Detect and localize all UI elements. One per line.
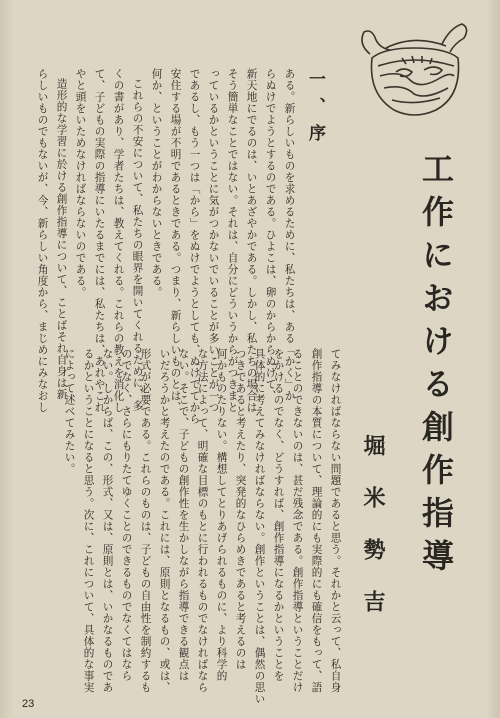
text-column: てみなければならない問題であると思う。それかと云って、私自身	[329, 348, 342, 693]
text-column: であるし、もう一つは「から」をぬけでようとしても、ぬけでてから	[188, 68, 201, 425]
text-column: ない。しからば、この、形式、又は、原則とは、いかなるものであ	[101, 348, 114, 693]
text-column: そう簡単なことではない。それは、自分にどういうからがつきまと	[226, 68, 239, 413]
text-column: 具体的に考えてみなければならない。創作ということは、偶然の思い	[253, 348, 266, 705]
text-column: らぬけでようとするのである。ひよこは、卵のからからぬけて、	[264, 68, 277, 402]
text-column: やと頭をいためなければならないのである。	[74, 68, 87, 298]
text-column: 造形的な学習に於ける創作指導について、ことばそれ自身は新	[55, 78, 68, 400]
text-column: 安住する場が不明であるときである。つまり、新らしいものとは、	[169, 68, 182, 413]
article-title: 工作における創作指導	[417, 152, 455, 582]
author-name: 堀米勢吉	[360, 434, 386, 642]
text-column: つきであると考えたり、突発的なひらめきであると考えるのは	[234, 348, 247, 670]
text-column: な方法によって、明確な目標のもとに行われるものでなければなら	[196, 348, 209, 693]
text-column: ない。そこで、子どもの創作性を生かしながら指導できる観点は	[177, 348, 190, 682]
text-column: るかということになると思う。次に、これについて、具体的な事実	[82, 348, 95, 693]
text-column: ある。新らしいものを求めるために、私たちは、ある「かく」か	[283, 68, 296, 402]
section-heading: 一、序	[305, 70, 325, 151]
text-column: らしいものでもないが、今、新らしい角度から、まじめにみなおし	[36, 68, 49, 413]
text-column: て、子どもの実際の指導にいたるまでには、私たちは、あれやこれ	[93, 68, 106, 413]
text-column: これらの不安について、私たちの眼界を開いてくれるために、多	[131, 78, 144, 412]
text-column: のでなく、さらにもりたてゆくことのできるものでなくてはなら	[120, 348, 133, 682]
text-column: くの書があり、学者たちは、教えてくれる。これらの教えを消化し	[112, 68, 125, 413]
clay-pot-illustration	[350, 14, 478, 124]
text-column: 何か、ということがわからないときである。	[150, 68, 163, 298]
text-column: っているかということに気がつかないでいることが多いことが一つ	[207, 68, 220, 413]
page-number: 23	[22, 698, 35, 710]
text-column: ることのできないのは、甚だ残念である。創作指導ということだけ	[291, 348, 304, 693]
text-column: によって述べてみたい。	[63, 348, 76, 475]
text-column: 形式が必要である。これらのものは、子どもの自由性を制約するも	[139, 348, 152, 693]
text-column: 何かものたりない。構想してとりあげられるものに、より科学的	[215, 348, 228, 682]
text-column: をかけるのでなく、どうすれば、創作指導になるかということを	[272, 348, 285, 682]
text-column: いだろうかと考えたのである。これには、原則となるもの、或は、	[158, 348, 171, 693]
text-column: 新天地にでるのは、いとあざやかである。しかし、私たちの場合は	[245, 68, 258, 413]
text-column: 創作指導の本質について、理論的にも実際的にも確信をもって、語	[310, 348, 323, 693]
